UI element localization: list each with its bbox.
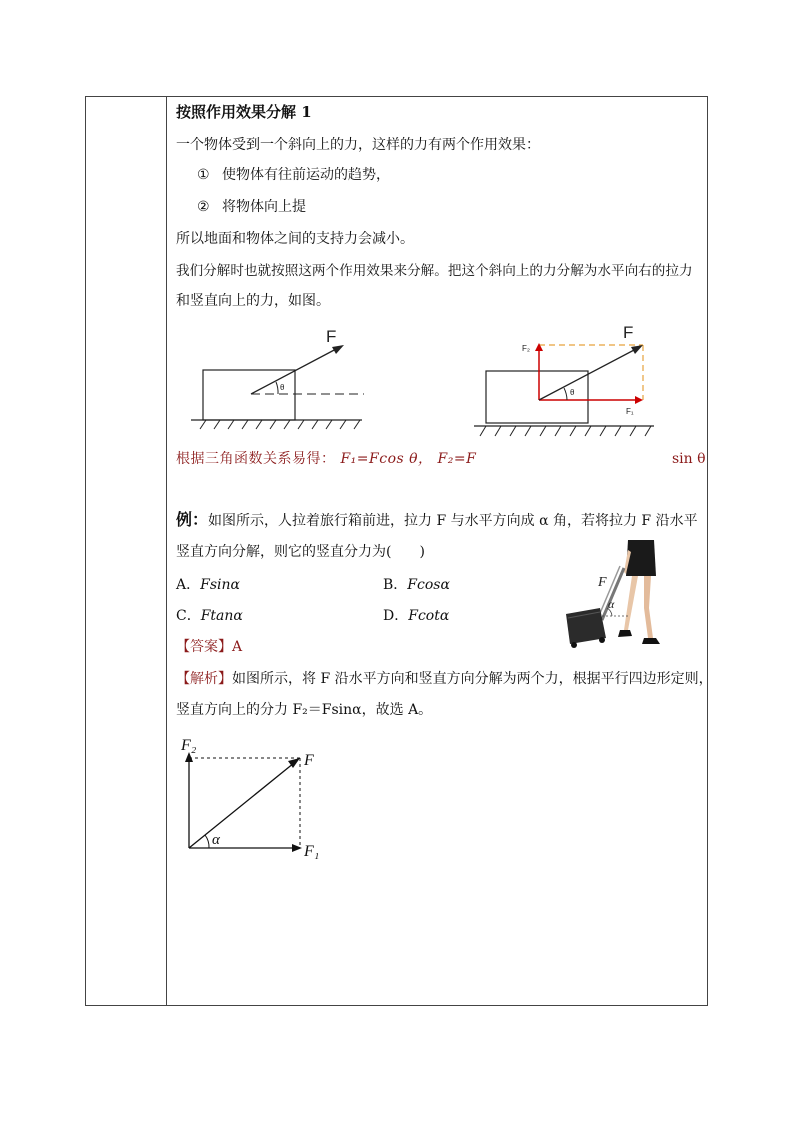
f1-arrowhead — [635, 396, 643, 404]
section-title: 按照作用效果分解 1 — [176, 103, 312, 121]
skirt — [626, 540, 656, 576]
analysis-text-1: 如图所示，将 F 沿水平方向和竖直方向分解为两个力，根据平行四边形定则， — [232, 671, 713, 687]
option-d-value: Fcotα — [408, 608, 450, 624]
answer-label: 【答案】 — [176, 639, 232, 655]
option-a — [176, 575, 240, 595]
photo-angle-label: α — [608, 597, 615, 611]
ground-hatch — [480, 426, 651, 436]
wheel-left — [571, 642, 577, 648]
shoe-front — [642, 638, 660, 644]
effect-1-mark: ① — [197, 167, 210, 183]
option-c — [176, 606, 243, 626]
angle-label: α — [212, 832, 220, 848]
example-line-1 — [176, 510, 698, 531]
option-a-value: Fsinα — [200, 577, 240, 593]
trig-sin: sin θ — [672, 451, 706, 467]
option-b-value: Fcosα — [407, 577, 450, 593]
analysis-line-2: 竖直方向上的分力 F₂＝Fsinα，故选 A。 — [176, 702, 433, 718]
method-line-1: 我们分解时也就按照这两个作用效果来分解。把这个斜向上的力分解为水平向右的拉力 — [176, 263, 693, 279]
effect-1 — [197, 165, 390, 185]
option-b-key: B． — [383, 577, 408, 593]
example-label: 例： — [176, 510, 209, 529]
effect-2-text: 将物体向上提 — [222, 199, 307, 215]
f2-label: F₂ — [522, 344, 530, 353]
photo-force-label: F — [598, 575, 607, 590]
angle-arc — [564, 388, 567, 400]
force-label: F — [326, 327, 337, 346]
trig-f1-eq: F₁=Fcos θ， — [340, 451, 433, 467]
method-line-2: 和竖直向上的力，如图。 — [176, 293, 330, 309]
shoe-back — [618, 630, 632, 637]
effect-1-text: 使物体有往前运动的趋势， — [222, 167, 391, 183]
example-line-2: 竖直方向分解，则它的竖直分力为( ) — [176, 544, 425, 560]
option-a-key: A． — [176, 577, 201, 593]
effect-2 — [197, 197, 306, 217]
wheel-right — [599, 637, 605, 643]
option-d-key: D． — [383, 608, 409, 624]
angle-arc — [276, 382, 278, 394]
analysis-label: 【解析】 — [176, 671, 232, 687]
angle-label: θ — [280, 383, 285, 392]
force-label: F — [623, 323, 634, 342]
option-c-key: C． — [176, 608, 201, 624]
trig-prefix: 根据三角函数关系易得： — [176, 451, 336, 467]
luggage-illustration — [556, 538, 662, 650]
option-d — [383, 606, 449, 626]
angle-label: θ — [570, 388, 575, 397]
trig-f2-eq: F₂=F — [437, 451, 477, 467]
option-b — [383, 575, 450, 595]
option-c-value: Ftanα — [200, 608, 243, 624]
f1-arrowhead — [292, 844, 302, 852]
leg-back — [624, 576, 638, 630]
f1-label: F₁ — [304, 843, 320, 860]
force-arrowhead — [631, 345, 643, 354]
analysis-line-1 — [176, 669, 713, 689]
f2-label: F₂ — [181, 737, 197, 754]
f1-label: F₁ — [626, 407, 634, 416]
ground-hatch — [200, 420, 360, 429]
trig-line — [176, 449, 476, 469]
block-rect — [486, 371, 588, 423]
effect-2-mark: ② — [197, 199, 210, 215]
angle-arc — [205, 835, 209, 848]
intro-text: 一个物体受到一个斜向上的力，这样的力有两个作用效果： — [176, 137, 540, 153]
answer-value: A — [232, 639, 243, 655]
figure-2 — [466, 318, 666, 442]
column-divider — [166, 96, 167, 1006]
f2-arrowhead — [535, 343, 543, 351]
figure-1 — [186, 318, 366, 430]
example-text-1: 如图所示，人拉着旅行箱前进，拉力 F 与水平方向成 α 角，若将拉力 F 沿水平 — [208, 513, 698, 529]
force-arrowhead — [332, 345, 344, 354]
f-label: F — [304, 752, 314, 769]
leg-front — [644, 576, 653, 638]
answer-line — [176, 637, 242, 657]
figure-3 — [176, 734, 336, 866]
conclusion-text: 所以地面和物体之间的支持力会减小。 — [176, 231, 414, 247]
